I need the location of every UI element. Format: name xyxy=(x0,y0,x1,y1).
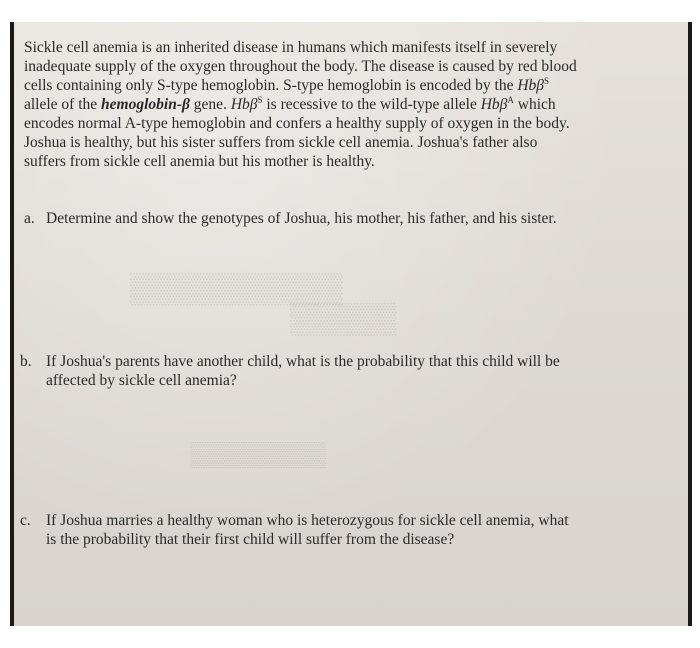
bleed-through-mark: ▒▒▒▒▒▒▒▒▒▒ xyxy=(130,272,343,305)
question-b xyxy=(20,352,688,390)
allele-s-symbol: Hbβ xyxy=(517,77,545,94)
question-line: affected by sickle cell anemia? xyxy=(46,372,237,389)
question-line: Determine and show the genotypes of Joshua, his mother, his father, and his sister. xyxy=(46,210,557,227)
passage-line: suffers from sickle cell anemia but his mother is healthy. xyxy=(24,153,375,170)
question-a xyxy=(24,209,684,228)
photo-left-border xyxy=(10,22,14,626)
allele-a-superscript: A xyxy=(507,94,514,105)
gene-name: hemoglobin-β xyxy=(101,96,190,113)
document-photo xyxy=(10,22,692,626)
passage-text: is recessive to the wild-type allele xyxy=(262,96,481,113)
passage-line xyxy=(24,95,684,114)
passage-text: which xyxy=(513,96,556,113)
allele-a-symbol: Hbβ xyxy=(480,96,508,113)
passage-line: Joshua is healthy, but his sister suffers from sickle cell anemia. Joshua's father also xyxy=(24,134,538,151)
question-line: If Joshua's parents have another child, what is the probability that this child will be xyxy=(46,353,560,370)
passage-text: allele of the xyxy=(24,96,102,113)
photo-right-border xyxy=(688,22,692,626)
passage-line: inadequate supply of the oxygen throughout the body. The disease is caused by red blood xyxy=(24,58,577,75)
question-marker: b. xyxy=(20,353,32,370)
passage-line: encodes normal A-type hemoglobin and confers a healthy supply of oxygen in the body. xyxy=(24,115,570,132)
allele-s-symbol: Hbβ xyxy=(230,96,258,113)
allele-s-superscript: S xyxy=(257,94,263,105)
allele-s-superscript: S xyxy=(544,75,550,86)
question-line: If Joshua marries a healthy woman who is heterozygous for sickle cell anemia, what xyxy=(46,512,569,529)
bleed-through-mark: ▒▒▒▒▒▒▒▒ xyxy=(190,442,327,468)
problem-passage xyxy=(24,38,684,171)
question-marker: c. xyxy=(20,512,31,529)
passage-text: gene. xyxy=(189,96,231,113)
question-text xyxy=(46,352,688,390)
passage-line xyxy=(24,76,684,95)
question-text xyxy=(46,209,684,228)
passage-line: Sickle cell anemia is an inherited disease in humans which manifests itself in severely xyxy=(24,39,558,56)
question-c xyxy=(20,511,688,549)
bleed-through-mark: ▒▒▒▒▒ xyxy=(290,302,397,335)
passage-text: cells containing only S-type hemoglobin. S-type hemoglobin is encoded by the xyxy=(24,77,518,94)
question-text xyxy=(46,511,688,549)
question-marker: a. xyxy=(24,210,35,227)
question-line: is the probability that their first child will suffer from the disease? xyxy=(46,531,455,548)
